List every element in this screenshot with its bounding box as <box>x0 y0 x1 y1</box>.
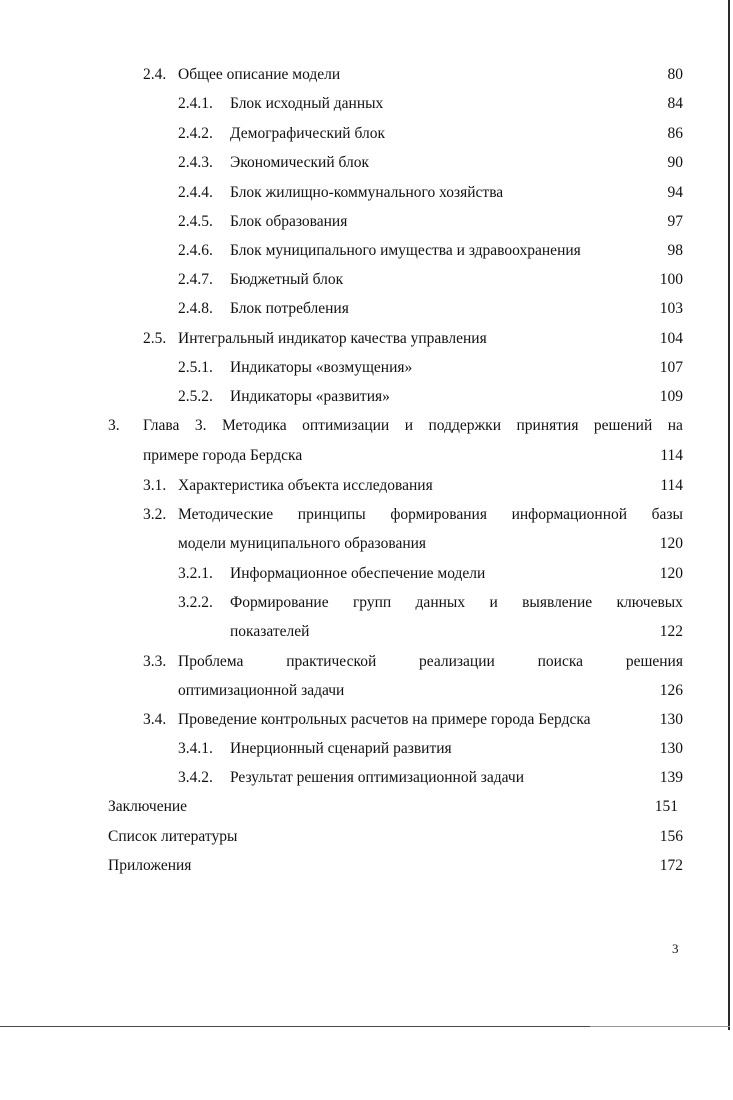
toc-title: Бюджетный блок <box>230 271 344 288</box>
toc-page: 130 <box>659 711 683 728</box>
toc-page: 114 <box>660 447 683 464</box>
toc-title: Инерционный сценарий развития <box>230 740 452 757</box>
toc-word: базы <box>651 506 683 523</box>
toc-number: 3.3. <box>143 653 167 670</box>
toc-word: выявление <box>522 594 593 611</box>
toc-word: решений <box>593 417 653 434</box>
toc-page: 104 <box>659 330 683 347</box>
toc-page: 122 <box>659 623 683 640</box>
toc-title: Информационное обеспечение модели <box>230 565 486 582</box>
toc-page: 109 <box>659 388 683 405</box>
toc-page: 172 <box>659 857 683 874</box>
toc-title-line2: показателей <box>230 623 310 640</box>
toc-page: 114 <box>660 477 683 494</box>
toc-title-line1 <box>230 593 683 613</box>
toc-title: Индикаторы «развития» <box>230 388 390 405</box>
toc-title: Интегральный индикатор качества управления <box>178 330 487 347</box>
toc-word: формирования <box>390 506 487 523</box>
toc-title-line2: оптимизационной задачи <box>178 682 345 699</box>
toc-title: Общее описание модели <box>178 66 341 83</box>
toc-page: 90 <box>667 154 683 171</box>
toc-number: 2.4.4. <box>178 184 213 201</box>
page-edge-bottom <box>0 1026 590 1027</box>
toc-title-line1 <box>143 416 683 436</box>
toc-word: поддержки <box>428 417 502 434</box>
toc-word: и <box>404 417 413 434</box>
toc-word: оптимизации <box>302 417 390 434</box>
toc-title: Блок муниципального имущества и здравоохранения <box>230 242 581 259</box>
toc-title: Блок исходный данных <box>230 95 384 112</box>
toc-page: 103 <box>659 300 683 317</box>
toc-page: 97 <box>667 213 683 230</box>
page-number: 3 <box>672 941 679 956</box>
toc-page: 100 <box>659 271 683 288</box>
toc-number: 2.4.1. <box>178 95 213 112</box>
toc-word: 3. <box>194 417 207 434</box>
toc-word: групп <box>352 594 392 611</box>
toc-title: Список литературы <box>108 828 238 845</box>
toc-title: Характеристика объекта исследования <box>178 477 433 494</box>
toc-number: 2.4.3. <box>178 154 213 171</box>
toc-page: 139 <box>659 769 683 786</box>
toc-number: 2.4.7. <box>178 271 213 288</box>
page-edge-bottom-faint <box>590 1026 730 1027</box>
toc-title: Блок потребления <box>230 300 349 317</box>
toc-word: реализации <box>419 653 495 670</box>
toc-title: Блок жилищно-коммунального хозяйства <box>230 184 504 201</box>
toc-title-line2: модели муниципального образования <box>178 535 427 552</box>
toc-word: практической <box>286 653 377 670</box>
toc-page: 126 <box>659 682 683 699</box>
toc-title: Блок образования <box>230 213 348 230</box>
toc-word: Формирование <box>230 594 329 611</box>
page-edge-right <box>728 0 730 1030</box>
toc-number: 3.4.2. <box>178 769 213 786</box>
toc-title-line1 <box>178 652 683 672</box>
toc-word: Методические <box>178 506 274 523</box>
toc-title: Результат решения оптимизационной задачи <box>230 769 525 786</box>
toc-number: 2.5.1. <box>178 359 213 376</box>
toc-title: Заключение <box>108 798 188 815</box>
toc-title: Проведение контрольных расчетов на примере города Бердска <box>178 711 591 728</box>
toc-word: Методика <box>221 417 287 434</box>
toc-word: решения <box>625 653 683 670</box>
toc-title: Приложения <box>108 857 192 874</box>
toc-word: данных <box>415 594 466 611</box>
toc-page: 130 <box>659 740 683 757</box>
toc-word: принципы <box>297 506 366 523</box>
toc-page: 156 <box>659 828 683 845</box>
toc-word: Проблема <box>178 653 244 670</box>
toc-word: ключевых <box>616 594 683 611</box>
toc-word: поиска <box>537 653 584 670</box>
toc-word: Глава <box>143 417 180 434</box>
toc-number: 2.4.6. <box>178 242 213 259</box>
toc-number: 3.2.2. <box>178 594 213 611</box>
toc-title: Демографический блок <box>230 125 385 142</box>
toc-title-line1 <box>178 505 683 525</box>
toc-page: 84 <box>667 95 683 112</box>
toc-word: информационной <box>511 506 628 523</box>
toc-page: 94 <box>667 184 683 201</box>
toc-number: 2.4. <box>143 66 167 83</box>
toc-number: 2.4.8. <box>178 300 213 317</box>
toc-number: 2.4.2. <box>178 125 213 142</box>
toc-page: 98 <box>667 242 683 259</box>
toc-number: 2.5.2. <box>178 388 213 405</box>
toc-page: 80 <box>667 66 683 83</box>
toc-number: 3.4.1. <box>178 740 213 757</box>
toc-word: на <box>667 417 683 434</box>
toc-number: 3.1. <box>143 477 167 494</box>
toc-number: 3.4. <box>143 711 167 728</box>
toc-page: 86 <box>667 125 683 142</box>
toc-title: Индикаторы «возмущения» <box>230 359 413 376</box>
toc-page: 151 <box>654 798 678 815</box>
toc-number: 3. <box>108 417 120 434</box>
toc-word: и <box>489 594 498 611</box>
toc-title: Экономический блок <box>230 154 370 171</box>
toc-page: 107 <box>659 359 683 376</box>
toc-page: 120 <box>659 565 683 582</box>
toc-page: 120 <box>659 535 683 552</box>
toc-title-line2: примере города Бердска <box>143 447 303 464</box>
toc-word: принятия <box>516 417 579 434</box>
toc-number: 3.2.1. <box>178 565 213 582</box>
toc-number: 2.4.5. <box>178 213 213 230</box>
toc-number: 2.5. <box>143 330 167 347</box>
toc-number: 3.2. <box>143 506 167 523</box>
